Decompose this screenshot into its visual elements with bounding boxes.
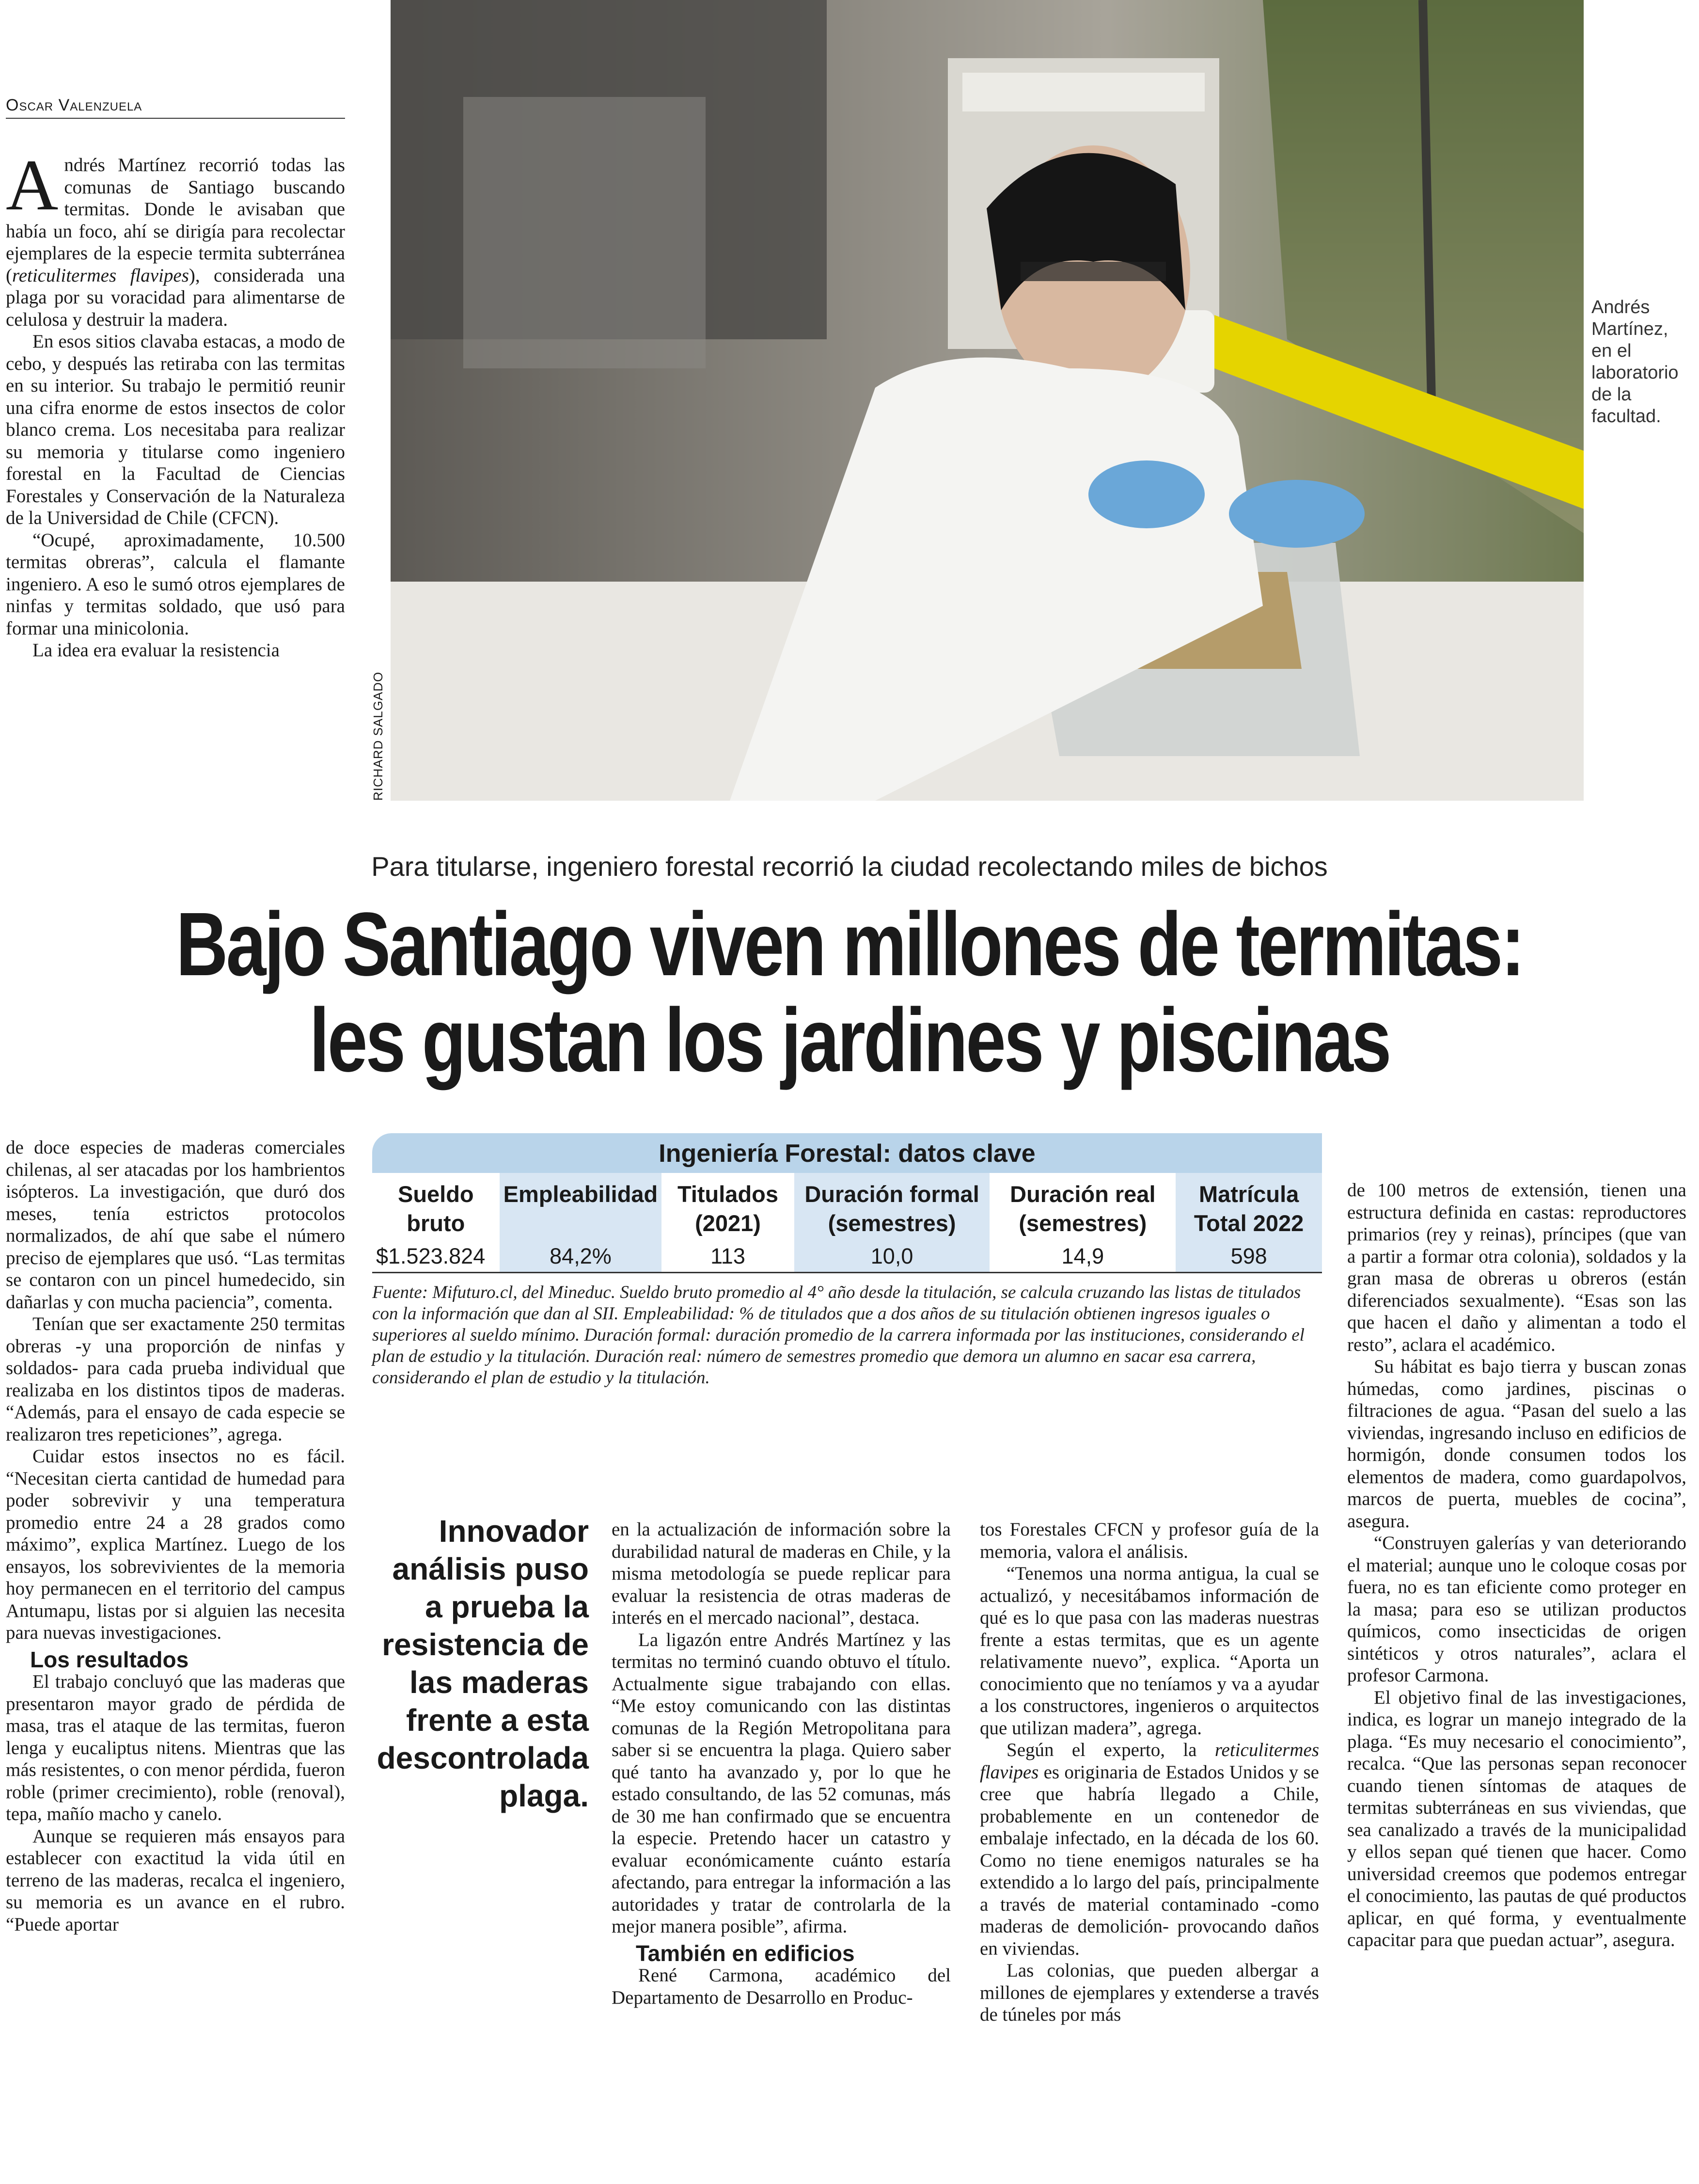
paragraph: “Ocupé, aproximadamente, 10.500 termitas obreras”, calcula el flamante ingeniero. A eso le sumó otros ejemplares de ninfas y termitas soldado, que usó para formar una minicolonia. [6, 529, 345, 639]
header-matricula: Matrícula Total 2022 [1176, 1173, 1322, 1241]
infobox-table [372, 1173, 1322, 1273]
value-titulados: 113 [661, 1241, 794, 1273]
article-column-6 [1347, 1179, 1686, 1951]
infobox-datos-clave [372, 1133, 1322, 1389]
paragraph: de doce especies de maderas comerciales chilenas, al ser atacadas por los hambrientos isópteros. La investigación, que duró dos meses, tenía estrictos protocolos normalizados, de ahí que sabe el número preciso de ejemplares que usó. “Las termitas se contaron con un pincel humedecido, sin dañarlas y con mucha paciencia”, comenta. [6, 1137, 345, 1313]
value-duracion-real: 14,9 [990, 1241, 1176, 1273]
article-column-4 [612, 1519, 951, 2009]
lead-photo [391, 0, 1584, 801]
species-name: reticulitermes flavipes [12, 265, 189, 286]
paragraph: Cuidar estos insectos no es fácil. “Necesitan cierta cantidad de humedad para poder sobrevivir y una temperatura promedio entre 24 a 28 grados como máximo”, explica Martínez. Luego de los ensayos, los sobrevivientes de la memoria hoy permanecen en el territorio del campus Antumapu, listas por si alguien las necesita para nuevas investigaciones. [6, 1446, 345, 1643]
article-column-2 [6, 1137, 345, 1935]
byline: Oscar Valenzuela [6, 96, 345, 119]
article-column-5 [980, 1519, 1319, 2026]
photo-icon [391, 0, 1584, 801]
table-header-row [372, 1173, 1322, 1241]
kicker: Para titularse, ingeniero forestal recorrió la ciudad recolectando miles de bichos [371, 851, 1328, 882]
paragraph: En esos sitios clavaba estacas, a modo de cebo, y después las retiraba con las termitas en su interior. Su trabajo le permitió reunir una cifra enorme de estos insectos de color blanco crema. Los necesitaba para realizar su memoria y titularse como ingeniero forestal en la Facultad de Ciencias Forestales y Conservación de la Naturaleza de la Universidad de Chile (CFCN). [6, 331, 345, 528]
paragraph: Según el experto, la reticulitermes flavipes es originaria de Estados Unidos y se cree que habría llegado a Chile, probablemente en un contenedor de embalaje infectado, en la década de los 60. Como no tiene enemigos naturales se ha extendido a lo largo del país, principalmente a través de material contaminado -como maderas de demolición- provocando daños en viviendas. [980, 1740, 1319, 1959]
headline [170, 894, 1529, 1091]
paragraph: Tenían que ser exactamente 250 termitas obreras -y una proporción de ninfas y soldados- para cada prueba individual que realizaba en los distintos tipos de maderas. “Además, para el ensayo de cada especie se realizaron tres repeticiones”, agrega. [6, 1314, 345, 1445]
subheading-resultados: Los resultados [30, 1646, 189, 1672]
photo-caption: Andrés Martínez, en el laboratorio de la facultad. [1591, 297, 1679, 427]
header-empleabilidad: Empleabilidad [500, 1173, 662, 1241]
paragraph: Aunque se requieren más ensayos para establecer con exactitud la vida útil en terreno de las maderas, recalca el ingeniero, su memoria es un avance en el rubro. “Puede aportar [6, 1825, 345, 1935]
headline-line-1: Bajo Santiago viven millones de termitas: [176, 894, 1523, 995]
species-name: reticulitermes flavipes [980, 1740, 1319, 1783]
paragraph: tos Forestales CFCN y profesor guía de la memoria, valora el análisis. [980, 1519, 1319, 1562]
paragraph: El objetivo final de las investigaciones, indica, es lograr un manejo integrado de la plaga. “Es muy necesario el conocimiento”, recalca. “Que las personas sepan reconocer cuando tienen síntomas de ataques de termitas subterráneas en sus viviendas, que sea canalizado a través de la municipalidad y ellos sepan qué tienen que hacer. Como universidad creemos que podemos entregar el conocimiento, las pautas de qué productos aplicar, en qué forma, y eventualmente capacitar para que puedan actuar”, asegura. [1347, 1687, 1686, 1950]
paragraph: “Construyen galerías y van deteriorando el material; aunque uno le coloque cosas por fuera, no es tan eficiente como proteger en la masa; para eso se utilizan productos químicos, como insecticidas de origen sintéticos y otros naturales”, aclara el profesor Carmona. [1347, 1533, 1686, 1686]
paragraph: René Carmona, académico del Departamento de Desarrollo en Produc- [612, 1965, 951, 2008]
paragraph: Las colonias, que pueden albergar a millones de ejemplares y extenderse a través de túneles por más [980, 1960, 1319, 2025]
value-sueldo: $1.523.824 [372, 1241, 500, 1273]
paragraph: La idea era evaluar la resistencia [32, 640, 280, 661]
article-column-1 [6, 145, 345, 662]
photo-credit: RICHARD SALGADO [371, 671, 385, 801]
paragraph: El trabajo concluyó que las maderas que presentaron mayor grado de pérdida de masa, tras el ataque de las termitas, fueron lenga y eucaliptus nitens. Mientras que las más resistentes, o con menor pérdida, fueron roble (primer crecimiento), roble (renoval), tepa, mañío macho y canelo. [6, 1671, 345, 1824]
header-duracion-formal: Duración formal (semestres) [794, 1173, 990, 1241]
header-duracion-real: Duración real (semestres) [990, 1173, 1176, 1241]
drop-cap: A [6, 145, 59, 225]
table-row [372, 1241, 1322, 1273]
infobox-title: Ingeniería Forestal: datos clave [372, 1133, 1322, 1173]
infobox-source-note: Fuente: Mifuturo.cl, del Mineduc. Sueldo bruto promedio al 4° año desde la titulación, se calcula cruzando las listas de titulados con la información que dan al SII. Empleabilidad: % de titulados que a dos años de su titulación obtienen ingresos iguales o superiores al sueldo mínimo. Duración formal: duración promedio de la carrera informada por las instituciones, considerando el plan de estudio y la titulación. Duración real: número de semestres promedio que demora un alumno en sacar esa carrera, considerando el plan de estudio y la titulación. [372, 1282, 1305, 1388]
pull-quote: Innovador análisis puso a prueba la resistencia de las maderas frente a esta descontrolada plaga. [377, 1514, 589, 1813]
paragraph: Andrés Martínez recorrió todas las comunas de Santiago buscando termitas. Donde le avisaban que había un foco, ahí se dirigía para recolectar ejemplares de la especie termita subterránea (reticulitermes flavipes), considerada una plaga por su voracidad para alimentarse de celulosa y destruir la madera. [6, 145, 345, 330]
header-sueldo: Sueldo bruto [372, 1173, 500, 1241]
subheading-edificios: También en edificios [636, 1940, 855, 1966]
paragraph: de 100 metros de extensión, tienen una estructura definida en castas: reproductores primarios (rey y reinas), príncipes (que van a partir a formar otra colonia), soldados y la gran masa de obreras u obreros (están diferenciados sexualmente). “Esas son las que hacen el daño y alimentan a todo el resto”, aclara el académico. [1347, 1180, 1686, 1355]
value-matricula: 598 [1176, 1241, 1322, 1273]
headline-line-2: les gustan los jardines y piscinas [309, 990, 1390, 1091]
paragraph: “Tenemos una norma antigua, la cual se actualizó, y necesitábamos información de qué es lo que pasa con las maderas nuestras frente a estas termitas, que es un agente relativamente nuevo”, explica. “Aporta un conocimiento que no teníamos y va a ayudar a los constructores, ingenieros o arquitectos que utilizan madera”, agrega. [980, 1563, 1319, 1739]
paragraph: en la actualización de información sobre la durabilidad natural de maderas en Chile, y la misma metodología se puede replicar para evaluar la resistencia de otras maderas de interés en el mercado nacional”, destaca. [612, 1519, 951, 1628]
paragraph: La ligazón entre Andrés Martínez y las termitas no terminó cuando obtuvo el título. Actualmente sigue trabajando con ellas. “Me estoy comunicando con las distintas comunas de la Región Metropolitana para saber si se encuentra la plaga. Quiero saber qué tanto ha avanzado y, por lo que he estado consultando, de las 52 comunas, más de 30 me han confirmado que se encuentra la especie. Pretendo hacer un catastro y evaluar económicamente cuánto estaría afectando, para entregar la información a las autoridades y tratar de controlarla de la mejor manera posible”, afirma. [612, 1629, 951, 1937]
header-titulados: Titulados (2021) [661, 1173, 794, 1241]
value-empleabilidad: 84,2% [500, 1241, 662, 1273]
paragraph: Su hábitat es bajo tierra y buscan zonas húmedas, como jardines, piscinas o filtraciones de agua. “Pasan del suelo a las viviendas, ingresando incluso en edificios de hormigón, donde consumen todos los elementos de madera, como guardapolvos, marcos de puerta, muebles de cocina”, asegura. [1347, 1356, 1686, 1532]
value-duracion-formal: 10,0 [794, 1241, 990, 1273]
